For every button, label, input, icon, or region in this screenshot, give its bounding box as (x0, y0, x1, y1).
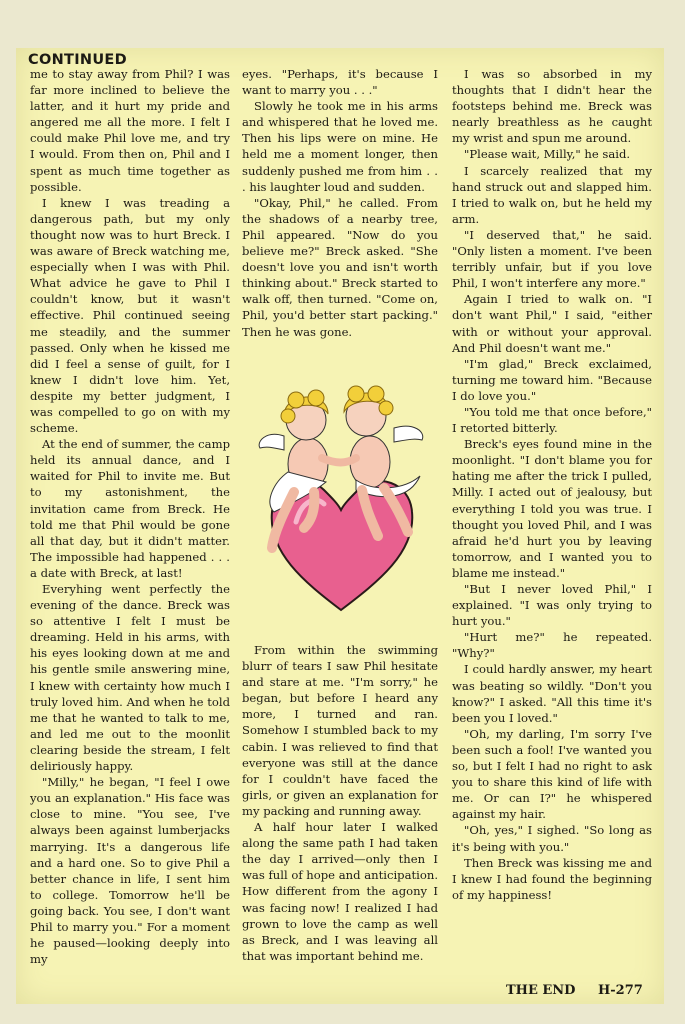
paragraph: "But I never loved Phil," I explained. "I was only trying to hurt you." (452, 582, 652, 629)
paragraph: Then Breck was kissing me and I knew I had found the beginning of my happiness! (452, 855, 652, 902)
paragraph: A half hour later I walked along the same path I had taken the day I arrived—only then I was full of hope and anticipation. How different from the agony I was facing now! I realized I had grown to love the camp as well as Breck, and I was leaving all that was important behind me. (242, 820, 438, 963)
paragraph: eyes. "Perhaps, it's because I want to marry you . . ." (242, 67, 438, 98)
paragraph: Slowly he took me in his arms and whispered that he loved me. Then his lips were on mine. He held me a moment longer, then suddenly pushed me from him . . . his laughter loud and sudden. (242, 99, 438, 194)
paragraph: Again I tried to walk on. "I don't want Phil," I said, "either with or without your approval. And Phil doesn't want me." (452, 292, 652, 355)
paragraph: From within the swimming blurr of tears I saw Phil hesitate and stare at me. "I'm sorry," he began, but before I heard any more, I turned and ran. Somehow I stumbled back to my cabin. I was relieved to find that everyone was still at the dance for I couldn't have faced the girls, or given an explanation for my packing and running away. (242, 643, 438, 818)
section-heading: CONTINUED (28, 52, 127, 68)
paragraph: I knew I was treading a dangerous path, but my only thought now was to hurt Breck. I was aware of Breck watching me, especially when I was with Phil. What advice he gave to Phil I couldn't know, but it wasn't effective. Phil continued seeing me steadily, and the summer passed. Only when he kissed me did I feel a sense of guilt, for I knew I didn't love him. Yet, despite my better judgment, I was compelled to go on with my scheme. (30, 195, 230, 436)
paragraph: "Please wait, Milly," he said. (464, 147, 631, 162)
paragraph: "I deserved that," he said. "Only listen a moment. I've been terribly unfair, but if you love Phil, I won't interfere any more." (452, 227, 652, 291)
column-left (30, 66, 230, 967)
paragraph: "I'm glad," Breck exclaimed, turning me toward him. "Because I do love you." (452, 356, 652, 403)
wing-icon (394, 426, 423, 442)
wing-icon (259, 434, 284, 450)
paragraph: "You told me that once before," I retorted bitterly. (452, 404, 652, 436)
paragraph: Breck's eyes found mine in the moonlight. "I don't blame you for hating me after the trick I pulled, Milly. I acted out of jealousy, but everything I told you was true. I thought you loved Phil, and I was afraid he'd hurt you by leaving tomorrow, and I wanted you to blame me instead." (452, 437, 652, 580)
paragraph: At the end of summer, the camp held its annual dance, and I waited for Phil to invite me. But to my astonishment, the invitation came from Breck. He told me that Phil would be gone all that day, but it didn't matter. The impossible had happened . . . a date with Breck, at last! (30, 437, 230, 580)
paragraph: "Oh, yes," I sighed. "So long as it's being with you." (452, 823, 652, 854)
column-right (452, 66, 652, 903)
paragraph: I was so absorbed in my thoughts that I didn't hear the footsteps behind me. Breck was nearly breathless as he caught my wrist and spun me around. (452, 67, 652, 146)
column-middle-bottom (242, 642, 438, 964)
paragraph: "Hurt me?" he repeated. "Why?" (452, 630, 652, 661)
page-number: H-277 (598, 983, 643, 998)
paragraph: "Milly," he began, "I feel I owe you an explanation." His face was close to mine. "You see, I've always been against lumberjacks marrying. It's a dangerous life and a hard one. So to give Phil a better chance in life, I sent him to college. Tomorrow he'll be going back. You see, I don't want Phil to marry you." For a moment he paused—looking deeply into my (30, 775, 230, 967)
paragraph: Everyhing went perfectly the evening of the dance. Breck was so attentive I felt I must be dreaming. Held in his arms, with his eyes looking down at me and his gentle smile answering mine, I knew with certainty how much I truly loved him. And when he told me that he wanted to talk to me, and led me out to the moonlit clearing beside the stream, I felt deliriously happy. (30, 582, 230, 774)
paragraph: I scarcely realized that my hand struck out and slapped him. I tried to walk on, but he held my arm. (452, 163, 652, 226)
the-end-label: THE END (506, 983, 576, 998)
paragraph: me to stay away from Phil? I was far more inclined to believe the latter, and it hurt my pride and angered me all the more. I felt I could make Phil love me, and try I would. From then on, Phil and I spent as much time together as possible. (30, 67, 230, 194)
column-middle-top (242, 66, 438, 340)
paragraph: "Okay, Phil," he called. From the shadows of a nearby tree, Phil appeared. "Now do you believe me?" Breck asked. "She doesn't love you and isn't worth thinking about." Breck started to walk off, then turned. "Come on, Phil, you'd better start packing." Then he was gone. (242, 195, 438, 339)
paragraph: "Oh, my darling, I'm sorry I've been such a fool! I've wanted you so, but I felt I had no right to ask you to share this kind of life with me. Or can I?" he whispered against my hair. (452, 726, 652, 822)
cupids-on-heart-illustration (244, 372, 438, 626)
paragraph: I could hardly answer, my heart was beating so wildly. "Don't you know?" I asked. "All this time it's been you I loved." (452, 662, 652, 725)
